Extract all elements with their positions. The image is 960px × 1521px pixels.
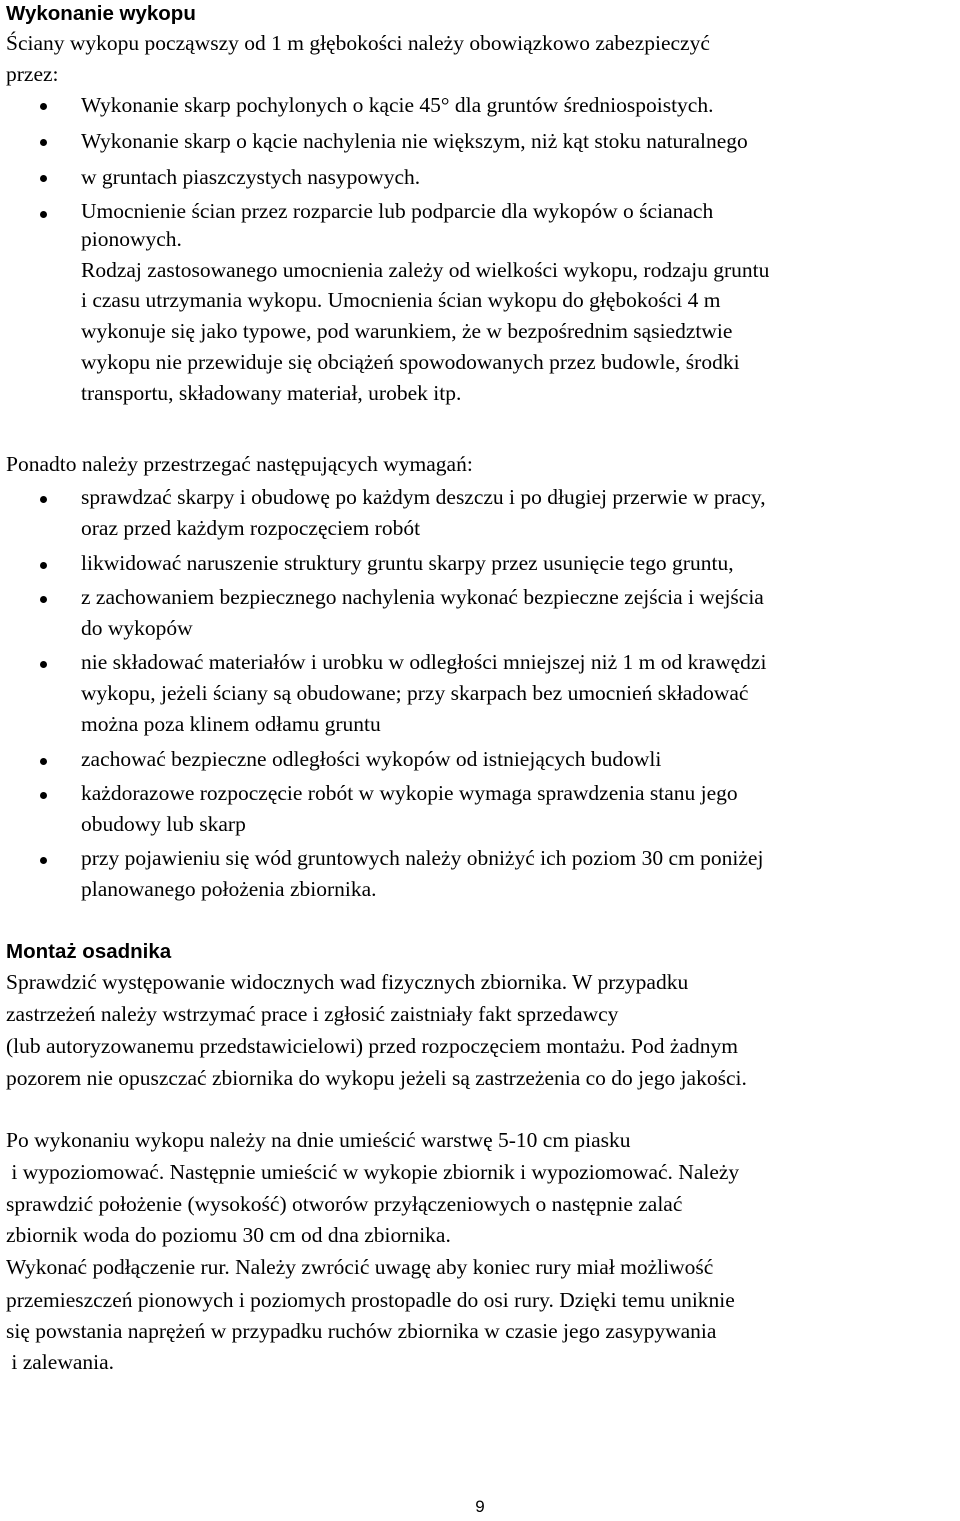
intro-line: przez: bbox=[6, 62, 59, 86]
list-item-continuation: transportu, składowany materiał, urobek itp. bbox=[81, 381, 462, 405]
list-item: przy pojawieniu się wód gruntowych należy obniżyć ich poziom 30 cm poniżej bbox=[81, 846, 764, 870]
list-item-continuation: wykonuje się jako typowe, pod warunkiem, że w bezpośrednim sąsiedztwie bbox=[81, 319, 733, 343]
list-item-continuation: można poza klinem odłamu gruntu bbox=[81, 712, 381, 736]
list-item-continuation: Rodzaj zastosowanego umocnienia zależy od wielkości wykopu, rodzaju gruntu bbox=[81, 258, 770, 282]
list-item: w gruntach piaszczystych nasypowych. bbox=[81, 165, 421, 189]
paragraph-line: Wykonać podłączenie rur. Należy zwrócić uwagę aby koniec rury miał możliwość bbox=[6, 1255, 714, 1279]
list-item-continuation: i czasu utrzymania wykopu. Umocnienia ścian wykopu do głębokości 4 m bbox=[81, 288, 721, 312]
list-item: likwidować naruszenie struktury gruntu skarpy przez usunięcie tego gruntu, bbox=[81, 551, 734, 575]
paragraph-line: zastrzeżeń należy wstrzymać prace i zgłosić zaistniały fakt sprzedawcy bbox=[6, 1002, 619, 1026]
bullet-icon bbox=[40, 175, 47, 182]
paragraph-line: i wypoziomować. Następnie umieścić w wykopie zbiornik i wypoziomować. Należy bbox=[6, 1160, 740, 1184]
intro-line: Ściany wykopu począwszy od 1 m głębokości należy obowiązkowo zabezpieczyć bbox=[6, 31, 710, 55]
list-item: Umocnienie ścian przez rozparcie lub podparcie dla wykopów o ścianach bbox=[81, 199, 714, 223]
list-item: zachować bezpieczne odległości wykopów od istniejących budowli bbox=[81, 747, 662, 771]
paragraph-line: sprawdzić położenie (wysokość) otworów przyłączeniowych o następnie zalać bbox=[6, 1192, 683, 1216]
list-item: każdorazowe rozpoczęcie robót w wykopie wymaga sprawdzenia stanu jego bbox=[81, 781, 738, 805]
list-item-continuation: wykopu nie przewiduje się obciążeń spowodowanych przez budowle, środki bbox=[81, 350, 740, 374]
list-item: z zachowaniem bezpiecznego nachylenia wykonać bezpieczne zejścia i wejścia bbox=[81, 585, 764, 609]
list-item-continuation: oraz przed każdym rozpoczęciem robót bbox=[81, 516, 421, 540]
list-item: Wykonanie skarp o kącie nachylenia nie większym, niż kąt stoku naturalnego bbox=[81, 129, 748, 153]
list-item-continuation: obudowy lub skarp bbox=[81, 812, 246, 836]
section-title-excavation: Wykonanie wykopu bbox=[6, 2, 196, 25]
paragraph-line: i zalewania. bbox=[6, 1350, 115, 1374]
bullet-icon bbox=[40, 562, 47, 569]
bullet-icon bbox=[40, 103, 47, 110]
list-item: nie składować materiałów i urobku w odległości mniejszej niż 1 m od krawędzi bbox=[81, 650, 767, 674]
bullet-icon bbox=[40, 758, 47, 765]
list-item-continuation: pionowych. bbox=[81, 227, 182, 251]
paragraph-line: Po wykonaniu wykopu należy na dnie umieścić warstwę 5-10 cm piasku bbox=[6, 1128, 631, 1152]
paragraph-line: pozorem nie opuszczać zbiornika do wykopu jeżeli są zastrzeżenia co do jego jakości. bbox=[6, 1066, 747, 1090]
list-item-continuation: planowanego położenia zbiornika. bbox=[81, 877, 377, 901]
list-item: sprawdzać skarpy i obudowę po każdym deszczu i po długiej przerwie w pracy, bbox=[81, 485, 766, 509]
list-item: Wykonanie skarp pochylonych o kącie 45° dla gruntów średniospoistych. bbox=[81, 93, 714, 117]
paragraph-line: Sprawdzić występowanie widocznych wad fizycznych zbiornika. W przypadku bbox=[6, 970, 689, 994]
paragraph-line: zbiornik woda do poziomu 30 cm od dna zbiornika. bbox=[6, 1223, 451, 1247]
section-title-installation: Montaż osadnika bbox=[6, 940, 172, 963]
paragraph-line: przemieszczeń pionowych i poziomych prostopadle do osi rury. Dzięki temu uniknie bbox=[6, 1288, 735, 1312]
page-number: 9 bbox=[475, 1497, 485, 1516]
bullet-icon bbox=[40, 211, 47, 218]
bullet-icon bbox=[40, 496, 47, 503]
bullet-icon bbox=[40, 596, 47, 603]
paragraph-line: (lub autoryzowanemu przedstawicielowi) przed rozpoczęciem montażu. Pod żadnym bbox=[6, 1034, 738, 1058]
bullet-icon bbox=[40, 139, 47, 146]
list-item-continuation: wykopu, jeżeli ściany są obudowane; przy skarpach bez umocnień składować bbox=[81, 681, 749, 705]
requirements-intro: Ponadto należy przestrzegać następujących wymagań: bbox=[6, 452, 473, 476]
bullet-icon bbox=[40, 857, 47, 864]
bullet-icon bbox=[40, 661, 47, 668]
list-item-continuation: do wykopów bbox=[81, 616, 193, 640]
bullet-icon bbox=[40, 792, 47, 799]
paragraph-line: się powstania naprężeń w przypadku ruchów zbiornika w czasie jego zasypywania bbox=[6, 1319, 717, 1343]
